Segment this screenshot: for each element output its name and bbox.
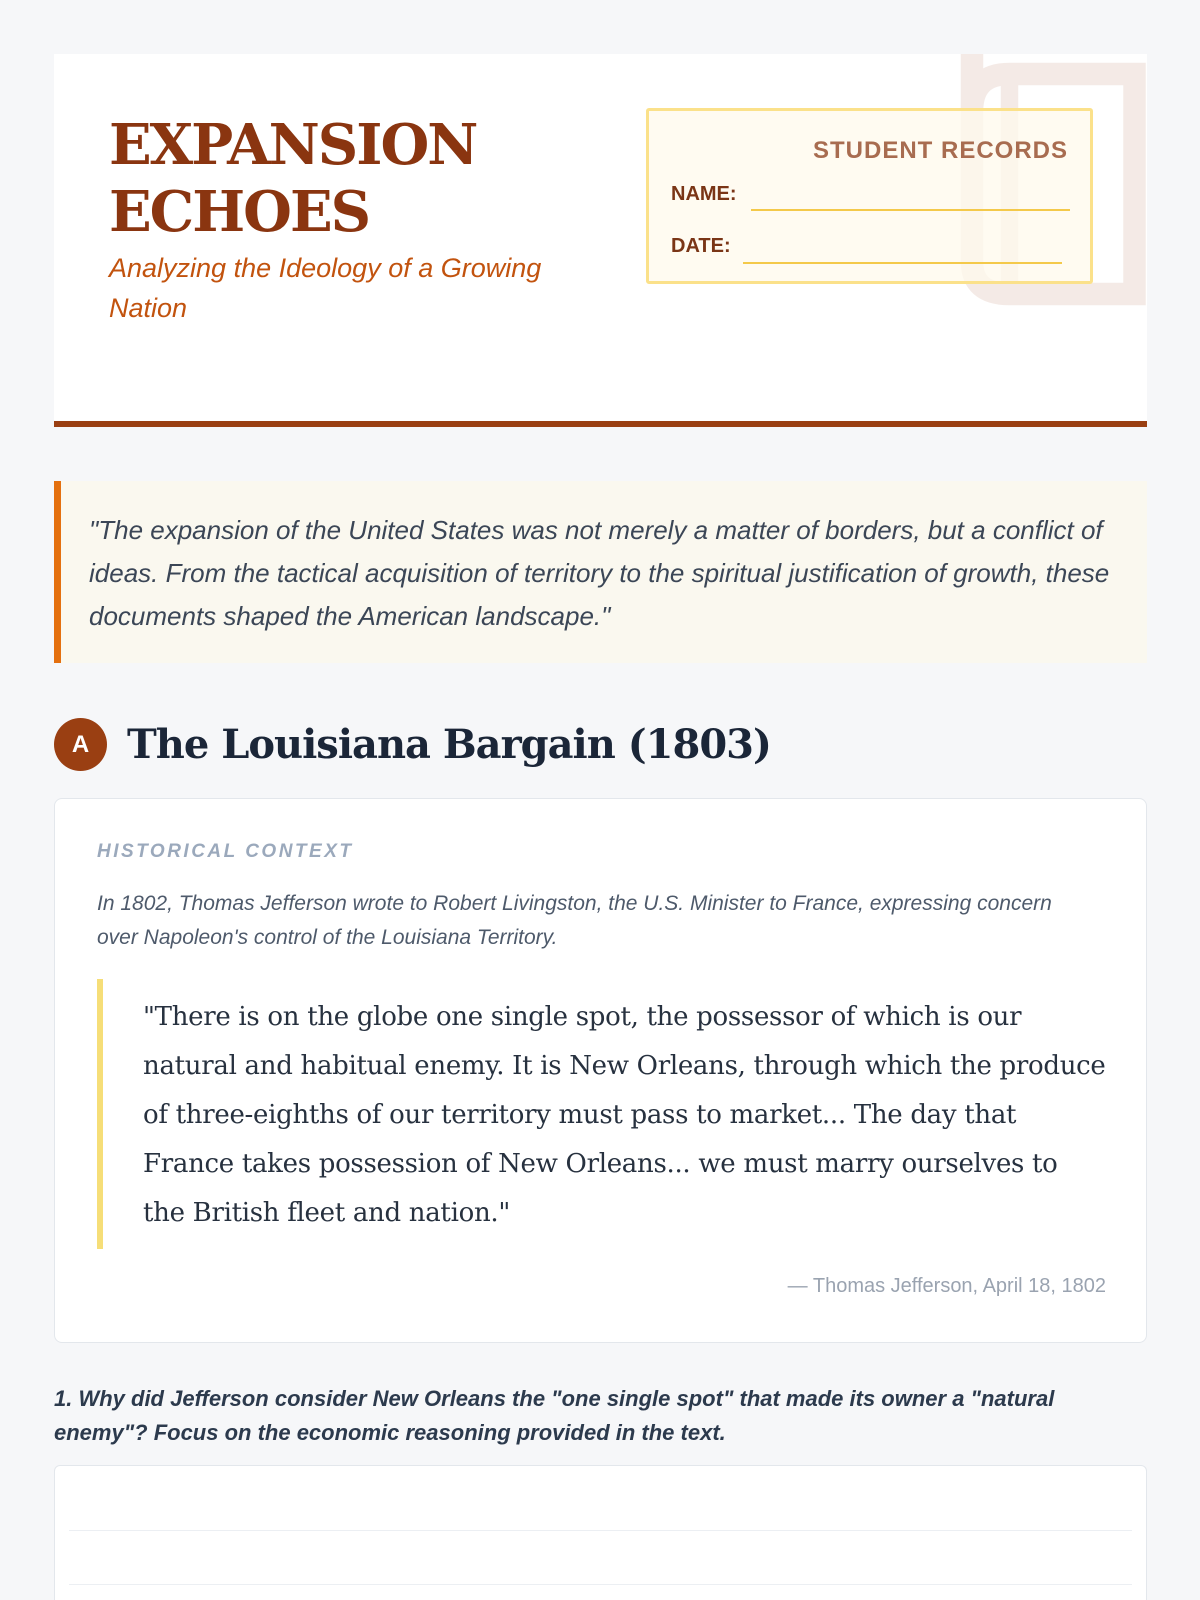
primary-quote-text: "There is on the globe one single spot, the possessor of which is our natural and habitual enemy. It is New Orleans, through which the produce of three-eighths of our territory must pass to market... The day that France takes possession of New Orleans... we must marry ourselves to the British fleet and nation." bbox=[143, 1002, 1106, 1228]
answer-line bbox=[69, 1530, 1132, 1531]
context-label: HISTORICAL CONTEXT bbox=[97, 841, 354, 862]
intro-quote-block bbox=[54, 481, 1147, 663]
student-records-title: STUDENT RECORDS bbox=[812, 137, 1068, 164]
title-line-1: EXPANSION bbox=[109, 112, 477, 178]
date-field[interactable] bbox=[743, 262, 1062, 264]
section-title: The Louisiana Bargain (1803) bbox=[127, 721, 771, 768]
name-label: NAME: bbox=[671, 183, 737, 205]
page-subtitle: Analyzing the Ideology of a Growing Nation bbox=[109, 253, 542, 323]
page-title bbox=[109, 112, 529, 246]
header-card bbox=[54, 54, 1147, 427]
student-records-box bbox=[646, 108, 1093, 284]
context-description: In 1802, Thomas Jefferson wrote to Robert Livingston, the U.S. Minister to France, expressing concern over Napoleon's control of the Louisiana Territory. bbox=[97, 892, 1052, 949]
answer-box-1[interactable] bbox=[54, 1465, 1147, 1600]
section-badge: A bbox=[54, 718, 107, 771]
quote-attribution: — Thomas Jefferson, April 18, 1802 bbox=[787, 1275, 1106, 1297]
name-field[interactable] bbox=[751, 209, 1070, 211]
title-line-2: ECHOES bbox=[109, 179, 370, 245]
historical-context-card bbox=[54, 798, 1147, 1343]
primary-source-quote bbox=[97, 979, 1107, 1249]
date-label: DATE: bbox=[671, 235, 731, 257]
answer-line bbox=[69, 1584, 1132, 1585]
question-1: 1. Why did Jefferson consider New Orleans the "one single spot" that made its owner a "natural enemy"? Focus on the economic reasoning provided in the text. bbox=[54, 1386, 1055, 1445]
intro-quote: "The expansion of the United States was not merely a matter of borders, but a conflict of ideas. From the tactical acquisition of territory to the spiritual justification of growth, these documents shaped the American landscape." bbox=[89, 515, 1110, 631]
